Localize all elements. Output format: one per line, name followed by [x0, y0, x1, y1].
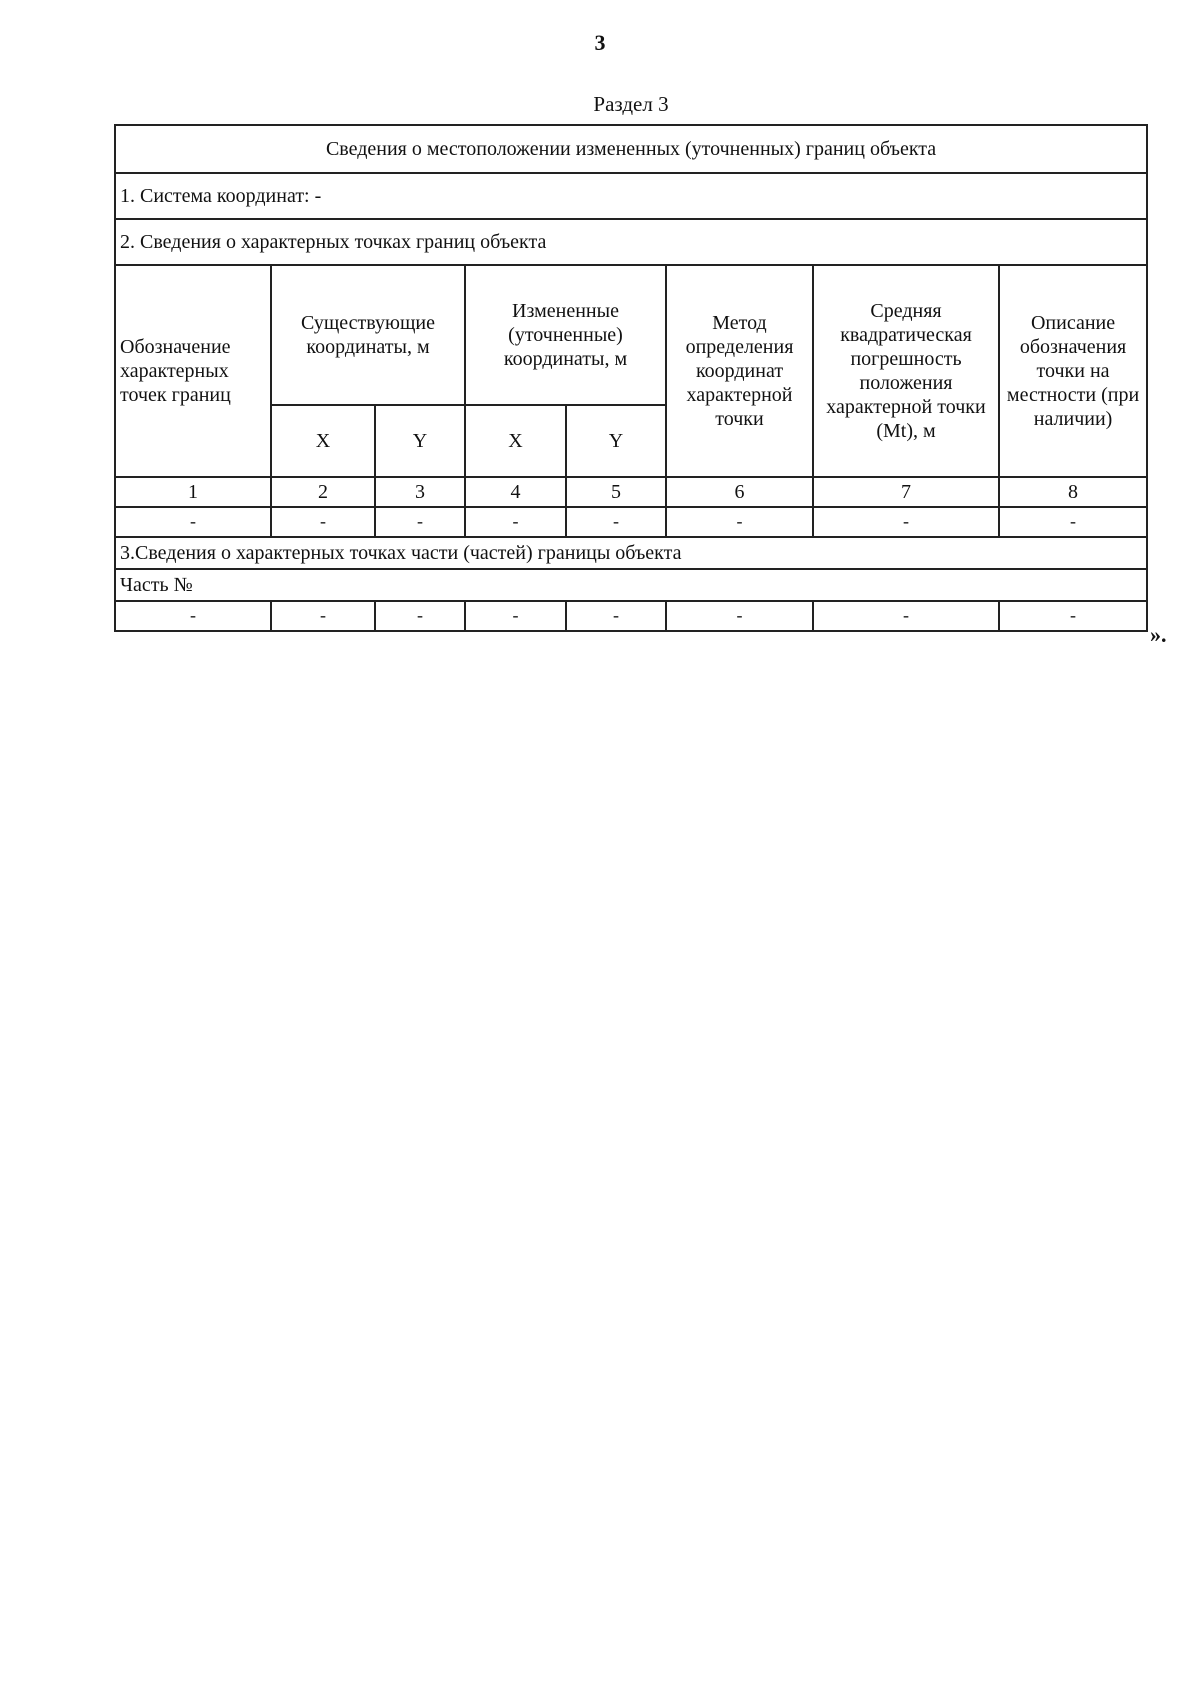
table-title: Сведения о местоположении измененных (уточненных) границ объекта [115, 125, 1147, 173]
table-cell: - [999, 507, 1147, 537]
table-cell: - [666, 507, 813, 537]
table-cell: - [813, 507, 999, 537]
table-title-row [115, 125, 1147, 173]
header-point-designation: Обозначение характерных точек границ [115, 265, 271, 477]
table-cell: - [465, 601, 566, 631]
column-number: 3 [375, 477, 465, 507]
table-row [115, 601, 1147, 631]
column-number: 7 [813, 477, 999, 507]
page-number: 3 [594, 30, 606, 55]
parts-heading: 3.Сведения о характерных точках части (частей) границы объекта [115, 537, 1147, 569]
table-cell: - [566, 507, 666, 537]
column-number: 1 [115, 477, 271, 507]
header-existing-coordinates: Существующие координаты, м [271, 265, 465, 405]
column-number: 6 [666, 477, 813, 507]
header-method: Метод определения координат характерной точки [666, 265, 813, 477]
column-number: 2 [271, 477, 375, 507]
header-changed-coordinates: Измененные (уточненные) координаты, м [465, 265, 666, 405]
table-row [115, 507, 1147, 537]
closing-quote-mark: ». [1150, 622, 1167, 647]
points-heading: 2. Сведения о характерных точках границ объекта [115, 219, 1147, 265]
section-title: Раздел 3 [593, 92, 669, 116]
column-number: 5 [566, 477, 666, 507]
header-y-existing: Y [375, 405, 465, 477]
header-x-changed: X [465, 405, 566, 477]
column-number: 4 [465, 477, 566, 507]
header-y-changed: Y [566, 405, 666, 477]
points-heading-row [115, 219, 1147, 265]
table-cell: - [465, 507, 566, 537]
table-cell: - [566, 601, 666, 631]
table-cell: - [375, 601, 465, 631]
header-row-top [115, 265, 1147, 405]
coordinate-system: 1. Система координат: - [115, 173, 1147, 219]
table-cell: - [666, 601, 813, 631]
table-cell: - [115, 507, 271, 537]
header-point-description: Описание обозначения точки на местности (при наличии) [999, 265, 1147, 477]
table-cell: - [813, 601, 999, 631]
table-cell: - [271, 507, 375, 537]
column-number: 8 [999, 477, 1147, 507]
coordinate-system-row [115, 173, 1147, 219]
header-x-existing: X [271, 405, 375, 477]
part-number-label: Часть № [115, 569, 1147, 601]
boundary-points-table [114, 124, 1148, 632]
table-cell: - [999, 601, 1147, 631]
table-cell: - [271, 601, 375, 631]
parts-heading-row [115, 537, 1147, 569]
column-numbers-row [115, 477, 1147, 507]
table-cell: - [375, 507, 465, 537]
header-mean-square-error: Средняя квадратическая погрешность положения характерной точки (Mt), м [813, 265, 999, 477]
table-cell: - [115, 601, 271, 631]
part-number-row [115, 569, 1147, 601]
